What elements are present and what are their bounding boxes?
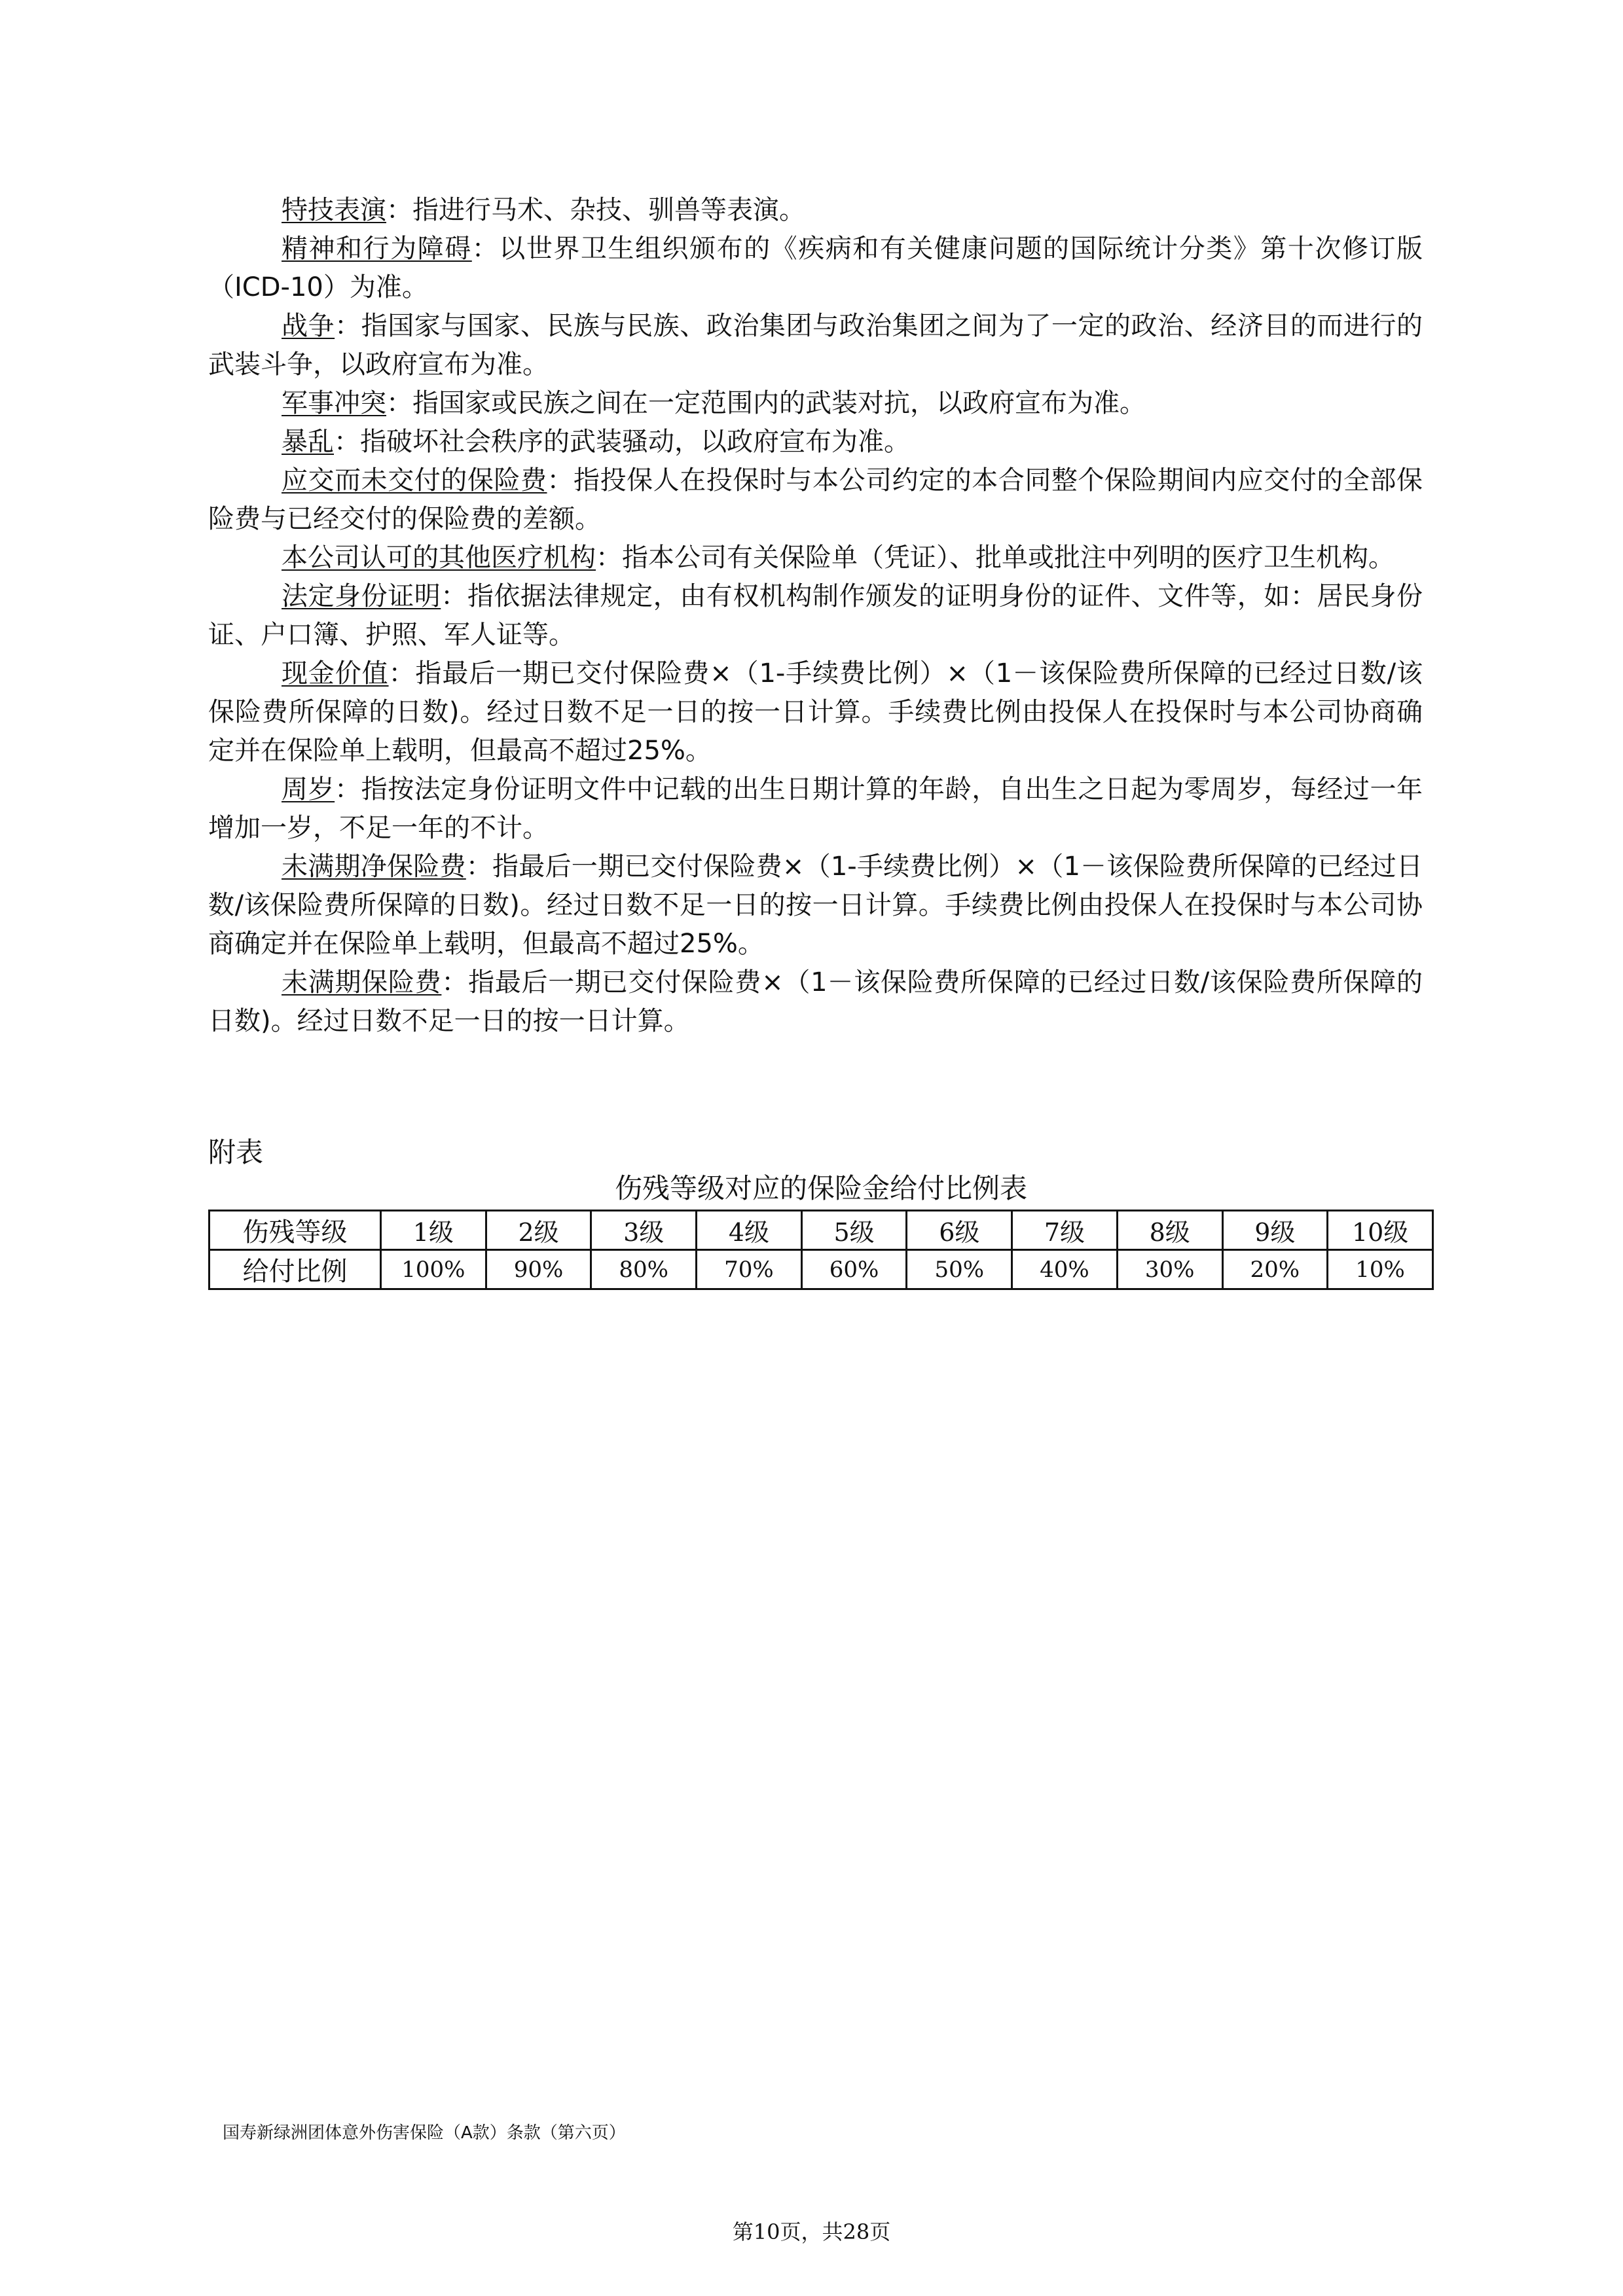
ratio-cell: 30% bbox=[1117, 1250, 1222, 1289]
definition-text: ：指破坏社会秩序的武装骚动，以政府宣布为准。 bbox=[334, 427, 910, 457]
definition-paragraph bbox=[208, 230, 1423, 307]
definition-term: 法定身份证明 bbox=[282, 581, 441, 611]
table-row-ratios bbox=[210, 1250, 1433, 1289]
definition-paragraph bbox=[208, 770, 1423, 848]
definition-paragraph bbox=[208, 384, 1423, 423]
level-cell: 7级 bbox=[1012, 1211, 1118, 1250]
ratio-cell: 40% bbox=[1012, 1250, 1118, 1289]
table-row-levels bbox=[210, 1211, 1433, 1250]
level-cell: 6级 bbox=[907, 1211, 1012, 1250]
level-cell: 1级 bbox=[381, 1211, 486, 1250]
definition-term: 精神和行为障碍 bbox=[282, 234, 472, 264]
definition-text: ：以世界卫生组织颁布的《疾病和有关健康问题的国际统计分类》第十次修订版（ICD-10）为准。 bbox=[208, 234, 1423, 302]
row-header-ratio: 给付比例 bbox=[210, 1250, 381, 1289]
ratio-cell: 60% bbox=[801, 1250, 907, 1289]
definition-term: 军事冲突 bbox=[282, 388, 386, 418]
definition-text: ：指按法定身份证明文件中记载的出生日期计算的年龄，自出生之日起为零周岁，每经过一年增加一岁，不足一年的不计。 bbox=[208, 774, 1423, 843]
definition-term: 应交而未交付的保险费 bbox=[282, 465, 547, 495]
level-cell: 3级 bbox=[591, 1211, 697, 1250]
definition-term: 战争 bbox=[282, 311, 335, 341]
level-cell: 4级 bbox=[697, 1211, 802, 1250]
definition-text: ：指国家或民族之间在一定范围内的武装对抗，以政府宣布为准。 bbox=[386, 388, 1146, 418]
clause-footer: 国寿新绿洲团体意外伤害保险（A款）条款（第六页） bbox=[223, 2123, 626, 2143]
definition-paragraph bbox=[208, 655, 1423, 770]
ratio-cell: 20% bbox=[1222, 1250, 1328, 1289]
definition-text: ：指最后一期已交付保险费×（1-手续费比例）×（1－该保险费所保障的已经过日数/该保险费所保障的日数)。经过日数不足一日的按一日计算。手续费比例由投保人在投保时与本公司协商确定并在保险单上载明，但最高不超过25%。 bbox=[208, 852, 1423, 959]
appendix-label: 附表 bbox=[208, 1136, 264, 1168]
definition-paragraph bbox=[208, 307, 1423, 384]
row-header-level: 伤残等级 bbox=[210, 1211, 381, 1250]
definition-term: 未满期净保险费 bbox=[282, 852, 466, 882]
disability-ratio-table bbox=[208, 1210, 1434, 1290]
ratio-cell: 70% bbox=[697, 1250, 802, 1289]
definition-term: 未满期保险费 bbox=[282, 967, 442, 997]
definition-paragraph bbox=[208, 423, 1423, 461]
definition-text: ：指投保人在投保时与本公司约定的本合同整个保险期间内应交付的全部保险费与已经交付的保险费的差额。 bbox=[208, 465, 1423, 534]
definition-paragraph bbox=[208, 848, 1423, 963]
level-cell: 10级 bbox=[1328, 1211, 1433, 1250]
ratio-cell: 90% bbox=[486, 1250, 591, 1289]
definition-paragraph bbox=[208, 963, 1423, 1041]
definition-text: ：指最后一期已交付保险费×（1－该保险费所保障的已经过日数/该保险费所保障的日数)。经过日数不足一日的按一日计算。 bbox=[208, 967, 1423, 1036]
definition-paragraph bbox=[208, 191, 1423, 230]
definition-paragraph bbox=[208, 577, 1423, 655]
definition-text: ：指最后一期已交付保险费×（1-手续费比例）×（1－该保险费所保障的已经过日数/该保险费所保障的日数)。经过日数不足一日的按一日计算。手续费比例由投保人在投保时与本公司协商确定并在保险单上载明，但最高不超过25%。 bbox=[208, 658, 1423, 766]
definition-term: 暴乱 bbox=[282, 427, 334, 457]
definition-text: ：指进行马术、杂技、驯兽等表演。 bbox=[386, 195, 805, 225]
page-indicator: 第10页，共28页 bbox=[732, 2219, 891, 2244]
definitions-section bbox=[208, 191, 1423, 1041]
ratio-cell: 100% bbox=[381, 1250, 486, 1289]
table-title: 伤残等级对应的保险金给付比例表 bbox=[614, 1172, 1027, 1204]
level-cell: 8级 bbox=[1117, 1211, 1222, 1250]
definition-term: 本公司认可的其他医疗机构 bbox=[282, 543, 596, 573]
level-cell: 2级 bbox=[486, 1211, 591, 1250]
definition-text: ：指本公司有关保险单（凭证）、批单或批注中列明的医疗卫生机构。 bbox=[596, 543, 1395, 573]
definition-text: ：指国家与国家、民族与民族、政治集团与政治集团之间为了一定的政治、经济目的而进行的武装斗争，以政府宣布为准。 bbox=[208, 311, 1423, 380]
level-cell: 5级 bbox=[801, 1211, 907, 1250]
definition-term: 现金价值 bbox=[282, 658, 389, 689]
ratio-cell: 10% bbox=[1328, 1250, 1433, 1289]
definition-term: 特技表演 bbox=[282, 195, 386, 225]
ratio-cell: 80% bbox=[591, 1250, 697, 1289]
definition-term: 周岁 bbox=[282, 774, 335, 804]
level-cell: 9级 bbox=[1222, 1211, 1328, 1250]
definition-paragraph bbox=[208, 461, 1423, 539]
definition-paragraph bbox=[208, 539, 1423, 577]
definition-text: ：指依据法律规定，由有权机构制作颁发的证明身份的证件、文件等，如：居民身份证、户口簿、护照、军人证等。 bbox=[208, 581, 1423, 650]
ratio-cell: 50% bbox=[907, 1250, 1012, 1289]
